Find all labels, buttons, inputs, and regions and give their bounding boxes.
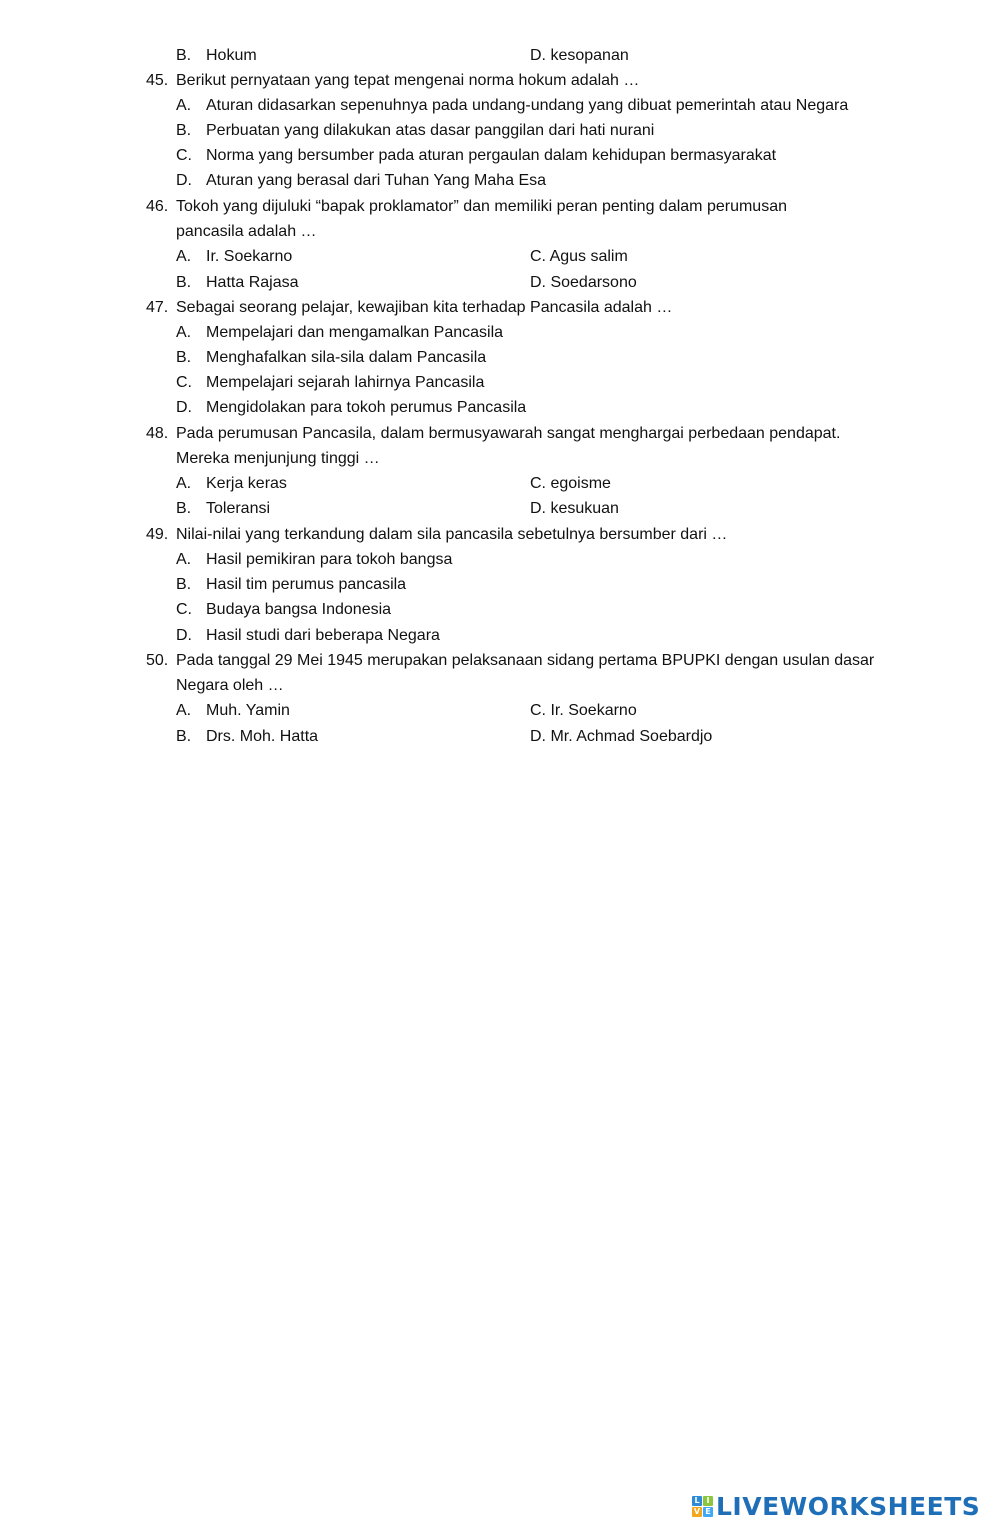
question-text: Pada perumusan Pancasila, dalam bermusyawarah sangat menghargai perbedaan pendapat. (176, 425, 841, 442)
question-text: Negara oleh … (176, 677, 284, 694)
option-text: Muh. Yamin (206, 702, 290, 719)
logo-text: LIVEWORKSHEETS (716, 1491, 981, 1521)
question-text: pancasila adalah … (176, 223, 317, 240)
option-text: D. Soedarsono (530, 274, 637, 291)
logo-block: E (703, 1507, 713, 1517)
logo-block: V (693, 1506, 701, 1516)
option-text: Hasil tim perumus pancasila (206, 576, 407, 593)
option-text: Hatta Rajasa (206, 274, 299, 291)
question-text: Tokoh yang dijuluki “bapak proklamator” dan memiliki peran penting dalam perumusan (176, 198, 787, 215)
option-text: Aturan didasarkan sepenuhnya pada undang-undang yang dibuat pemerintah atau Negara (206, 97, 849, 114)
option-letter: D. (176, 399, 192, 416)
option-letter: D. (176, 172, 192, 189)
option-text: Aturan yang berasal dari Tuhan Yang Maha Esa (206, 172, 547, 189)
logo-block: I (703, 1496, 713, 1506)
option-letter: A. (176, 248, 192, 265)
option-letter: B. (176, 122, 192, 139)
option-letter: D. (176, 627, 192, 644)
option-letter: C. (176, 601, 192, 618)
option-letter: B. (176, 274, 192, 291)
option-text: Budaya bangsa Indonesia (206, 601, 392, 618)
option-text: Ir. Soekarno (206, 248, 293, 265)
option-text: Menghafalkan sila-sila dalam Pancasila (206, 349, 487, 366)
option-letter: B. (176, 349, 192, 366)
option-letter: A. (176, 551, 192, 568)
option-text: Norma yang bersumber pada aturan pergaulan dalam kehidupan bermasyarakat (206, 147, 777, 164)
liveworksheets-logo (692, 1490, 980, 1522)
option-text: Mempelajari sejarah lahirnya Pancasila (206, 374, 485, 391)
option-letter: A. (176, 475, 192, 492)
question-number: 50. (146, 652, 169, 669)
question-text: Berikut pernyataan yang tepat mengenai norma hokum adalah … (176, 72, 640, 89)
logo-blocks-icon (692, 1496, 713, 1517)
option-letter: B. (176, 47, 192, 64)
option-text: Kerja keras (206, 475, 287, 492)
option-letter: B. (176, 576, 192, 593)
option-letter: A. (176, 702, 192, 719)
option-text: Perbuatan yang dilakukan atas dasar panggilan dari hati nurani (206, 122, 655, 139)
option-text: Mempelajari dan mengamalkan Pancasila (206, 324, 504, 341)
option-letter: C. (176, 147, 192, 164)
option-text: Toleransi (206, 500, 271, 517)
option-text: Hokum (206, 47, 257, 64)
question-number: 47. (146, 299, 169, 316)
option-text: C. Ir. Soekarno (530, 702, 637, 719)
question-number: 48. (146, 425, 169, 442)
option-text: D. kesukuan (530, 500, 619, 517)
option-letter: A. (176, 97, 192, 114)
option-text: C. Agus salim (530, 248, 628, 265)
option-text: Mengidolakan para tokoh perumus Pancasila (206, 399, 527, 416)
question-number: 46. (146, 198, 169, 215)
option-letter: B. (176, 728, 192, 745)
option-letter: B. (176, 500, 192, 517)
question-number: 45. (146, 72, 169, 89)
question-number: 49. (146, 526, 169, 543)
option-letter: C. (176, 374, 192, 391)
question-text: Mereka menjunjung tinggi … (176, 450, 380, 467)
option-text: D. kesopanan (530, 47, 629, 64)
question-text: Pada tanggal 29 Mei 1945 merupakan pelaksanaan sidang pertama BPUPKI dengan usulan dasar (176, 652, 875, 669)
option-text: D. Mr. Achmad Soebardjo (530, 728, 713, 745)
option-text: Hasil studi dari beberapa Negara (206, 627, 440, 644)
option-text: Hasil pemikiran para tokoh bangsa (206, 551, 453, 568)
question-text: Sebagai seorang pelajar, kewajiban kita terhadap Pancasila adalah … (176, 299, 673, 316)
logo-block: L (692, 1496, 702, 1506)
question-text: Nilai-nilai yang terkandung dalam sila pancasila sebetulnya bersumber dari … (176, 526, 728, 543)
option-letter: A. (176, 324, 192, 341)
option-text: C. egoisme (530, 475, 611, 492)
option-text: Drs. Moh. Hatta (206, 728, 319, 745)
